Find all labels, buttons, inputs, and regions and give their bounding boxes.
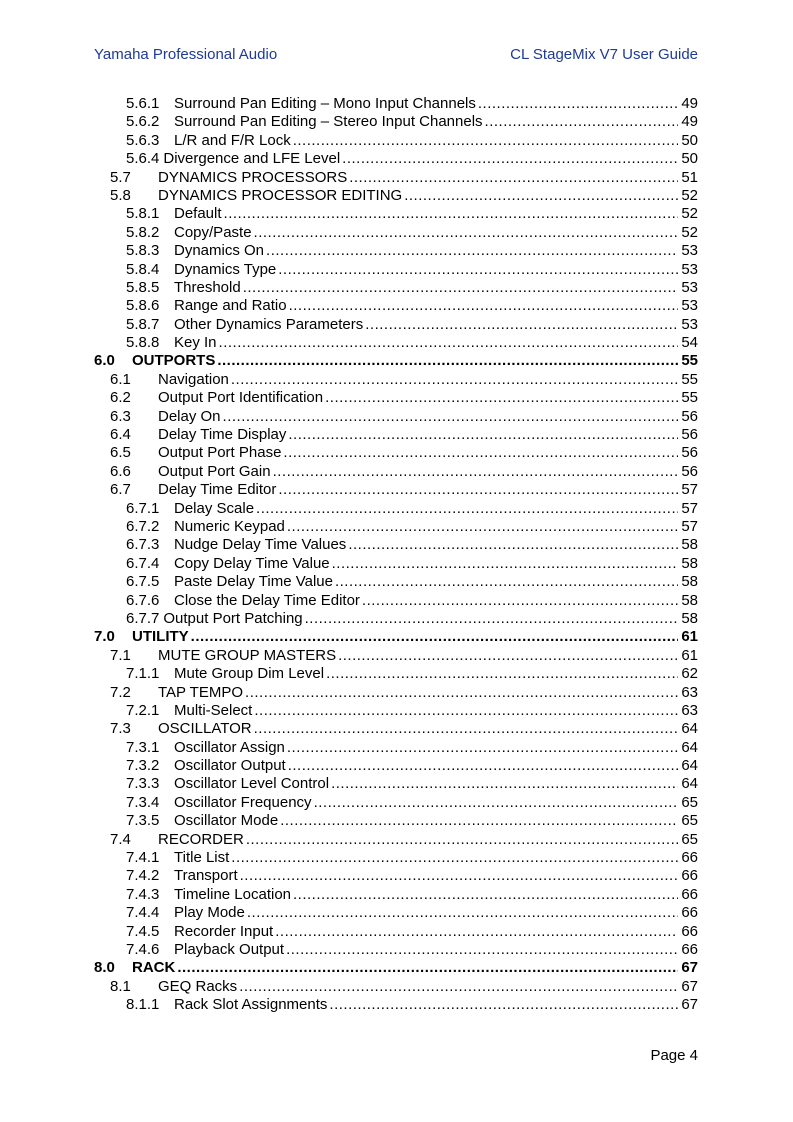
toc-entry[interactable] [94,95,698,113]
toc-entry-title: Rack Slot Assignments [174,996,328,1014]
toc-entry-number: 6.3 [110,407,131,425]
header-right-title: CL StageMix V7 User Guide [510,46,698,63]
toc-entry-page: 57 [681,499,698,517]
toc-entry-page: 52 [681,223,698,241]
toc-entry[interactable] [94,867,698,885]
toc-entry-title: Surround Pan Editing – Stereo Input Channels [174,113,483,131]
toc-entry[interactable] [94,205,698,223]
toc-entry[interactable] [94,592,698,610]
toc-entry-number: 7.3.4 [126,793,160,811]
toc-entry-title: Copy/Paste [174,223,252,241]
toc-dot-leader [362,592,678,610]
toc-entry-page: 62 [681,665,698,683]
toc-entry-number: 6.7.7 [126,609,160,627]
toc-entry-page: 61 [681,628,698,646]
toc-entry[interactable] [94,610,698,628]
toc-entry[interactable] [94,959,698,977]
toc-entry-page: 49 [681,95,698,112]
toc-entry-number: 5.7 [110,168,131,186]
toc-entry-page: 56 [681,444,698,462]
toc-entry-number: 5.6.3 [126,131,160,149]
toc-entry-page: 63 [681,701,698,719]
toc-dot-leader [305,610,678,628]
toc-dot-leader [275,923,678,941]
toc-entry-number: 8.1.1 [126,996,160,1014]
toc-entry-title: Dynamics Type [174,260,277,278]
toc-entry-title: Numeric Keypad [174,517,285,535]
toc-entry-title: L/R and F/R Lock [174,131,291,149]
toc-entry-number: 5.8.3 [126,242,160,260]
toc-dot-leader [266,242,678,260]
toc-entry-title: Delay Time Editor [158,481,277,499]
page-number: Page 4 [650,1047,698,1064]
toc-dot-leader [288,426,678,444]
toc-entry-title: Close the Delay Time Editor [174,591,360,609]
toc-entry-number: 7.4.2 [126,867,160,885]
toc-entry[interactable] [94,444,698,462]
toc-entry-page: 50 [681,150,698,168]
toc-dot-leader [224,205,678,223]
toc-entry-page: 65 [681,812,698,830]
toc-entry-title: Output Port Phase [158,444,282,462]
toc-entry-page: 58 [681,609,698,627]
toc-entry-page: 64 [681,738,698,756]
toc-entry[interactable] [94,242,698,260]
toc-entry-page: 56 [681,462,698,480]
toc-entry-number: 6.6 [110,462,131,480]
toc-entry-title: Oscillator Output [174,757,286,775]
toc-entry-page: 50 [681,131,698,149]
toc-entry-number: 6.2 [110,389,131,407]
toc-entry[interactable] [94,941,698,959]
toc-entry-number: 6.0 [94,352,115,370]
toc-entry-title: Key In [174,334,217,352]
toc-entry[interactable] [94,169,698,187]
toc-entry[interactable] [94,886,698,904]
toc-entry-page: 57 [681,481,698,499]
toc-entry[interactable] [94,647,698,665]
toc-entry-title: Dynamics On [174,242,265,260]
toc-entry-number: 6.7.2 [126,517,160,535]
toc-dot-leader [254,224,678,242]
toc-entry-page: 52 [681,205,698,223]
toc-entry-number: 6.5 [110,444,131,462]
toc-entry[interactable] [94,923,698,941]
toc-entry-number: 7.3.1 [126,738,160,756]
toc-entry[interactable] [94,665,698,683]
toc-entry-title: Threshold [174,278,241,296]
toc-entry-page: 49 [681,113,698,131]
toc-dot-leader [289,297,678,315]
toc-entry-number: 5.8.7 [126,315,160,333]
toc-entry-title: Surround Pan Editing – Mono Input Channels [174,95,476,112]
toc-entry-number: 7.4.5 [126,922,160,940]
toc-entry-title: Play Mode [174,904,245,922]
toc-dot-leader [273,463,678,481]
toc-entry-title: Timeline Location [174,885,292,903]
toc-entry-page: 53 [681,260,698,278]
toc-entry-number: 5.8.8 [126,334,160,352]
toc-entry[interactable] [94,389,698,407]
toc-dot-leader [288,757,678,775]
toc-dot-leader [293,886,678,904]
toc-entry-number: 7.3 [110,720,131,738]
toc-entry[interactable] [94,187,698,205]
toc-entry-page: 55 [681,389,698,407]
toc-entry-number: 8.1 [110,977,131,995]
toc-entry-title: Output Port Identification [158,389,324,407]
toc-entry-number: 6.7.4 [126,554,160,572]
toc-dot-leader [325,389,678,407]
toc-entry-number: 7.1.1 [126,665,160,683]
toc-entry[interactable] [94,757,698,775]
toc-entry-page: 58 [681,591,698,609]
toc-entry-number: 7.3.5 [126,812,160,830]
toc-entry[interactable] [94,463,698,481]
toc-entry-number: 7.2 [110,683,131,701]
toc-entry-number: 5.8 [110,186,131,204]
toc-entry-title: Oscillator Level Control [174,775,330,793]
toc-entry-title: Range and Ratio [174,297,287,315]
toc-entry-page: 64 [681,775,698,793]
toc-entry-page: 56 [681,426,698,444]
toc-entry[interactable] [94,573,698,591]
toc-entry-page: 66 [681,885,698,903]
toc-entry-page: 52 [681,186,698,204]
toc-dot-leader [278,261,678,279]
toc-dot-leader [254,720,678,738]
toc-dot-leader [217,352,678,370]
toc-entry-title: OSCILLATOR [158,720,252,738]
toc-entry-page: 67 [681,996,698,1014]
toc-entry-number: 6.7.3 [126,536,160,554]
toc-entry-page: 53 [681,278,698,296]
toc-entry-title: Copy Delay Time Value [174,554,330,572]
toc-entry-page: 64 [681,720,698,738]
toc-entry-number: 5.8.2 [126,223,160,241]
toc-entry-number: 5.8.5 [126,278,160,296]
toc-entry-title: TAP TEMPO [158,683,244,701]
toc-entry-number: 6.7.5 [126,573,160,591]
toc-entry-title: DYNAMICS PROCESSOR EDITING [158,186,403,204]
toc-entry-page: 54 [681,334,698,352]
toc-entry[interactable] [94,224,698,242]
toc-dot-leader [219,334,678,352]
toc-entry-number: 6.1 [110,370,131,388]
toc-entry[interactable] [94,849,698,867]
toc-entry[interactable] [94,334,698,352]
toc-entry-page: 56 [681,407,698,425]
toc-entry-title: Playback Output [174,940,285,958]
toc-dot-leader [280,812,678,830]
toc-dot-leader [335,573,678,591]
toc-entry-title: Other Dynamics Parameters [174,315,364,333]
toc-entry[interactable] [94,408,698,426]
toc-entry[interactable] [94,536,698,554]
toc-entry[interactable] [94,352,698,370]
toc-entry-title: Paste Delay Time Value [174,573,333,591]
toc-entry-number: 5.8.6 [126,297,160,315]
toc-entry-title: Navigation [158,370,229,388]
toc-entry-page: 65 [681,793,698,811]
toc-entry-title: Delay Time Display [158,426,287,444]
toc-entry[interactable] [94,500,698,518]
toc-dot-leader [485,113,678,131]
toc-dot-leader [191,628,678,646]
toc-dot-leader [231,849,678,867]
toc-entry[interactable] [94,702,698,720]
table-of-contents [94,95,698,1015]
toc-dot-leader [223,408,678,426]
toc-entry-page: 64 [681,757,698,775]
toc-dot-leader [342,150,678,168]
toc-entry-number: 5.8.4 [126,260,160,278]
toc-entry-title: RACK [132,959,176,977]
toc-dot-leader [478,95,678,113]
toc-entry[interactable] [94,996,698,1014]
toc-entry-title: Title List [174,849,230,867]
toc-dot-leader [365,316,678,334]
toc-entry-title: OUTPORTS [132,352,216,370]
toc-entry-page: 53 [681,242,698,260]
toc-entry[interactable] [94,739,698,757]
toc-dot-leader [332,555,678,573]
toc-dot-leader [256,500,678,518]
toc-entry-title: Default [174,205,222,223]
toc-entry-title: Multi-Select [174,701,253,719]
toc-entry-number: 7.3.3 [126,775,160,793]
toc-entry[interactable] [94,316,698,334]
toc-entry-title: Oscillator Assign [174,738,285,756]
toc-entry-page: 67 [681,977,698,995]
toc-entry[interactable] [94,812,698,830]
toc-dot-leader [348,536,678,554]
toc-dot-leader [331,775,678,793]
toc-entry-page: 55 [681,370,698,388]
toc-entry[interactable] [94,261,698,279]
toc-entry-number: 8.0 [94,959,115,977]
toc-entry-title: Oscillator Frequency [174,793,312,811]
toc-entry-page: 66 [681,867,698,885]
toc-dot-leader [286,941,678,959]
toc-dot-leader [231,371,678,389]
toc-entry[interactable] [94,628,698,646]
toc-entry[interactable] [94,978,698,996]
toc-entry[interactable] [94,426,698,444]
toc-dot-leader [329,996,678,1014]
toc-entry-page: 53 [681,297,698,315]
toc-entry[interactable] [94,684,698,702]
toc-entry-page: 66 [681,940,698,958]
toc-entry-title: Nudge Delay Time Values [174,536,347,554]
toc-entry-number: 5.6.4 [126,150,160,168]
toc-entry-page: 67 [681,959,698,977]
toc-entry-page: 66 [681,904,698,922]
toc-entry-page: 55 [681,352,698,370]
toc-entry[interactable] [94,794,698,812]
toc-dot-leader [239,978,678,996]
toc-entry[interactable] [94,371,698,389]
toc-dot-leader [177,959,678,977]
toc-entry[interactable] [94,481,698,499]
toc-entry-number: 5.8.1 [126,205,160,223]
toc-dot-leader [349,169,678,187]
toc-dot-leader [243,279,678,297]
toc-entry-number: 6.7.1 [126,499,160,517]
toc-dot-leader [254,702,678,720]
toc-dot-leader [314,794,678,812]
toc-entry[interactable] [94,720,698,738]
toc-entry-title: Output Port Gain [158,462,271,480]
toc-entry[interactable] [94,132,698,150]
toc-entry-title: Mute Group Dim Level [174,665,325,683]
header-left-title: Yamaha Professional Audio [94,46,278,63]
toc-entry[interactable] [94,113,698,131]
toc-entry-number: 7.4.6 [126,940,160,958]
toc-entry-title: Transport [174,867,238,885]
toc-dot-leader [283,444,678,462]
toc-entry-title: Oscillator Mode [174,812,279,830]
toc-entry-title: Output Port Patching [163,609,303,627]
toc-entry-page: 58 [681,536,698,554]
toc-entry-page: 58 [681,554,698,572]
toc-entry-title: Divergence and LFE Level [163,150,341,168]
toc-dot-leader [240,867,678,885]
toc-entry-number: 7.4.3 [126,885,160,903]
toc-entry[interactable] [94,831,698,849]
toc-entry-page: 61 [681,646,698,664]
toc-entry[interactable] [94,518,698,536]
toc-dot-leader [293,132,678,150]
toc-dot-leader [246,831,678,849]
toc-entry-page: 51 [681,168,698,186]
toc-dot-leader [247,904,678,922]
toc-entry-number: 7.0 [94,628,115,646]
toc-entry[interactable] [94,775,698,793]
toc-entry[interactable] [94,555,698,573]
toc-entry-number: 7.4.1 [126,849,160,867]
toc-entry-title: UTILITY [132,628,189,646]
toc-entry-page: 58 [681,573,698,591]
toc-entry-page: 57 [681,517,698,535]
toc-dot-leader [287,518,678,536]
toc-dot-leader [245,684,678,702]
toc-entry-number: 7.2.1 [126,701,160,719]
toc-entry-number: 5.6.2 [126,113,160,131]
toc-entry-title: MUTE GROUP MASTERS [158,646,337,664]
toc-entry-title: Recorder Input [174,922,274,940]
toc-entry-title: Delay Scale [174,499,255,517]
toc-entry-number: 7.4 [110,830,131,848]
toc-entry-title: GEQ Racks [158,977,238,995]
toc-entry-title: Delay On [158,407,221,425]
toc-entry[interactable] [94,297,698,315]
toc-entry-page: 53 [681,315,698,333]
toc-entry-number: 5.6.1 [126,95,160,112]
toc-entry-number: 7.4.4 [126,904,160,922]
toc-dot-leader [404,187,678,205]
toc-entry-page: 66 [681,922,698,940]
toc-entry[interactable] [94,279,698,297]
toc-entry[interactable] [94,904,698,922]
toc-entry[interactable] [94,150,698,168]
toc-entry-page: 66 [681,849,698,867]
toc-entry-number: 7.3.2 [126,757,160,775]
toc-entry-title: DYNAMICS PROCESSORS [158,168,348,186]
toc-dot-leader [287,739,678,757]
toc-entry-number: 6.4 [110,426,131,444]
toc-entry-page: 65 [681,830,698,848]
toc-dot-leader [326,665,678,683]
toc-entry-number: 6.7 [110,481,131,499]
toc-entry-page: 63 [681,683,698,701]
toc-entry-number: 6.7.6 [126,591,160,609]
toc-dot-leader [278,481,678,499]
toc-dot-leader [338,647,678,665]
toc-entry-number: 7.1 [110,646,131,664]
toc-entry-title: RECORDER [158,830,244,848]
